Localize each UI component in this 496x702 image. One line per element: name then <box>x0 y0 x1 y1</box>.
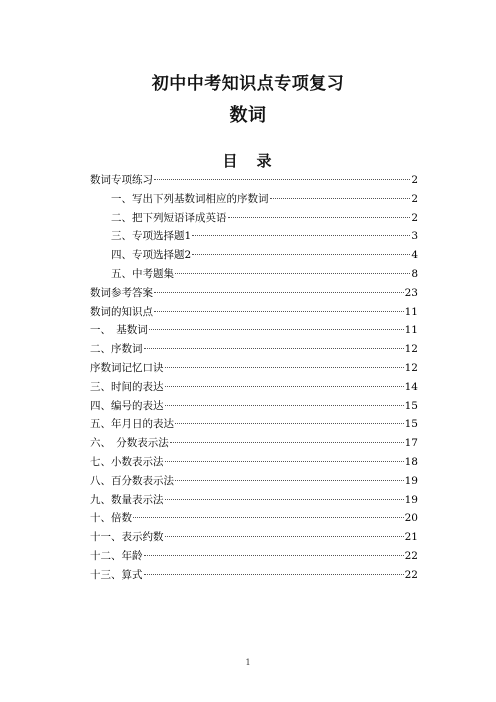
toc-entry-page: 4 <box>411 249 418 262</box>
toc-entry-page: 12 <box>404 361 418 374</box>
toc-entry-text: 数词参考答案 <box>90 286 153 299</box>
toc-entry-page: 12 <box>404 343 418 356</box>
toc-entry-page: 18 <box>404 455 418 468</box>
toc-entry-page: 23 <box>404 286 418 299</box>
toc-entry-text: 五、中考题集 <box>111 267 174 280</box>
toc-entry[interactable] <box>90 246 418 265</box>
toc-leader-dots <box>175 273 410 274</box>
toc-entry[interactable] <box>90 265 418 284</box>
toc-entry-text: 序数词记忆口诀 <box>90 361 164 374</box>
toc-leader-dots <box>165 405 404 406</box>
toc-entry-page: 21 <box>404 531 418 544</box>
toc-entry-page: 15 <box>404 418 418 431</box>
toc-entry-text: 五、年月日的表达 <box>90 418 174 431</box>
toc-leader-dots <box>144 555 404 556</box>
document-title: 初中中考知识点专项复习 <box>151 74 345 94</box>
toc-entry[interactable] <box>90 321 418 340</box>
toc-entry-page: 19 <box>404 493 418 506</box>
toc-entry-text: 数词专项练习 <box>90 174 153 186</box>
toc-leader-dots <box>133 517 404 518</box>
toc-leader-dots <box>192 235 410 236</box>
toc-entry[interactable] <box>90 566 418 585</box>
toc-leader-dots <box>165 536 404 537</box>
toc-entry-text: 八、百分数表示法 <box>90 474 174 487</box>
toc-leader-dots <box>149 329 404 330</box>
toc-entry[interactable] <box>90 209 418 228</box>
toc-entry-text: 六、 分数表示法 <box>90 437 169 450</box>
toc-leader-dots <box>170 442 404 443</box>
toc-entry-page: 8 <box>411 267 418 280</box>
toc-entry-page: 11 <box>404 324 418 337</box>
toc-entry[interactable] <box>90 378 418 397</box>
toc-entry[interactable] <box>90 227 418 246</box>
toc-entry-text: 二、把下列短语译成英语 <box>111 211 227 224</box>
toc-leader-dots <box>165 461 404 462</box>
toc-leader-dots <box>154 292 404 293</box>
toc-entry-page: 22 <box>404 568 418 581</box>
toc-leader-dots <box>175 480 404 481</box>
toc-entry[interactable] <box>90 190 418 209</box>
toc-entry-text: 十三、算式 <box>90 568 143 581</box>
toc-entry[interactable] <box>90 359 418 378</box>
toc-entry-text: 一、 基数词 <box>90 324 148 337</box>
toc-entry[interactable] <box>90 509 418 528</box>
toc-leader-dots <box>228 217 411 218</box>
toc-entry-page: 20 <box>404 512 418 525</box>
table-of-contents <box>90 171 418 585</box>
toc-entry-text: 十一、表示约数 <box>90 531 164 544</box>
toc-entry[interactable] <box>90 491 418 510</box>
toc-entry-text: 四、专项选择题2 <box>111 249 192 262</box>
toc-leader-dots <box>175 423 404 424</box>
toc-entry-page: 19 <box>404 474 418 487</box>
toc-entry-text: 七、小数表示法 <box>90 455 164 468</box>
toc-entry-page: 2 <box>411 174 418 186</box>
toc-entry-text: 三、专项选择题1 <box>111 230 192 243</box>
toc-entry[interactable] <box>90 171 418 190</box>
toc-entry-page: 22 <box>404 549 418 562</box>
toc-leader-dots <box>270 198 411 199</box>
document-subtitle: 数词 <box>229 105 267 126</box>
toc-entry-text: 三、时间的表达 <box>90 380 164 393</box>
toc-entry-text: 数词的知识点 <box>90 305 153 318</box>
toc-entry[interactable] <box>90 415 418 434</box>
toc-entry-text: 二、序数词 <box>90 343 143 356</box>
toc-leader-dots <box>154 179 410 180</box>
toc-entry[interactable] <box>90 528 418 547</box>
toc-leader-dots <box>165 386 404 387</box>
toc-entry[interactable] <box>90 472 418 491</box>
toc-entry-page: 17 <box>404 437 418 450</box>
toc-leader-dots <box>144 348 404 349</box>
toc-entry[interactable] <box>90 284 418 303</box>
toc-leader-dots <box>144 574 404 575</box>
toc-entry[interactable] <box>90 340 418 359</box>
toc-leader-dots <box>154 311 404 312</box>
toc-heading: 目 录 <box>222 152 274 170</box>
toc-entry[interactable] <box>90 434 418 453</box>
toc-entry-text: 一、写出下列基数词相应的序数词 <box>111 192 269 205</box>
toc-entry-page: 2 <box>411 211 418 224</box>
toc-leader-dots <box>165 367 404 368</box>
toc-entry[interactable] <box>90 303 418 322</box>
toc-entry[interactable] <box>90 547 418 566</box>
toc-entry-text: 四、编号的表达 <box>90 399 164 412</box>
toc-entry[interactable] <box>90 397 418 416</box>
page-number: 1 <box>245 658 251 667</box>
toc-entry-text: 九、数量表示法 <box>90 493 164 506</box>
toc-entry-page: 3 <box>411 230 418 243</box>
toc-entry-text: 十、倍数 <box>90 512 132 525</box>
toc-entry-page: 11 <box>404 305 418 318</box>
toc-leader-dots <box>192 254 410 255</box>
toc-entry-page: 2 <box>411 192 418 205</box>
toc-entry[interactable] <box>90 453 418 472</box>
toc-entry-page: 14 <box>404 380 418 393</box>
toc-entry-page: 15 <box>404 399 418 412</box>
toc-leader-dots <box>165 499 404 500</box>
toc-entry-text: 十二、年龄 <box>90 549 143 562</box>
